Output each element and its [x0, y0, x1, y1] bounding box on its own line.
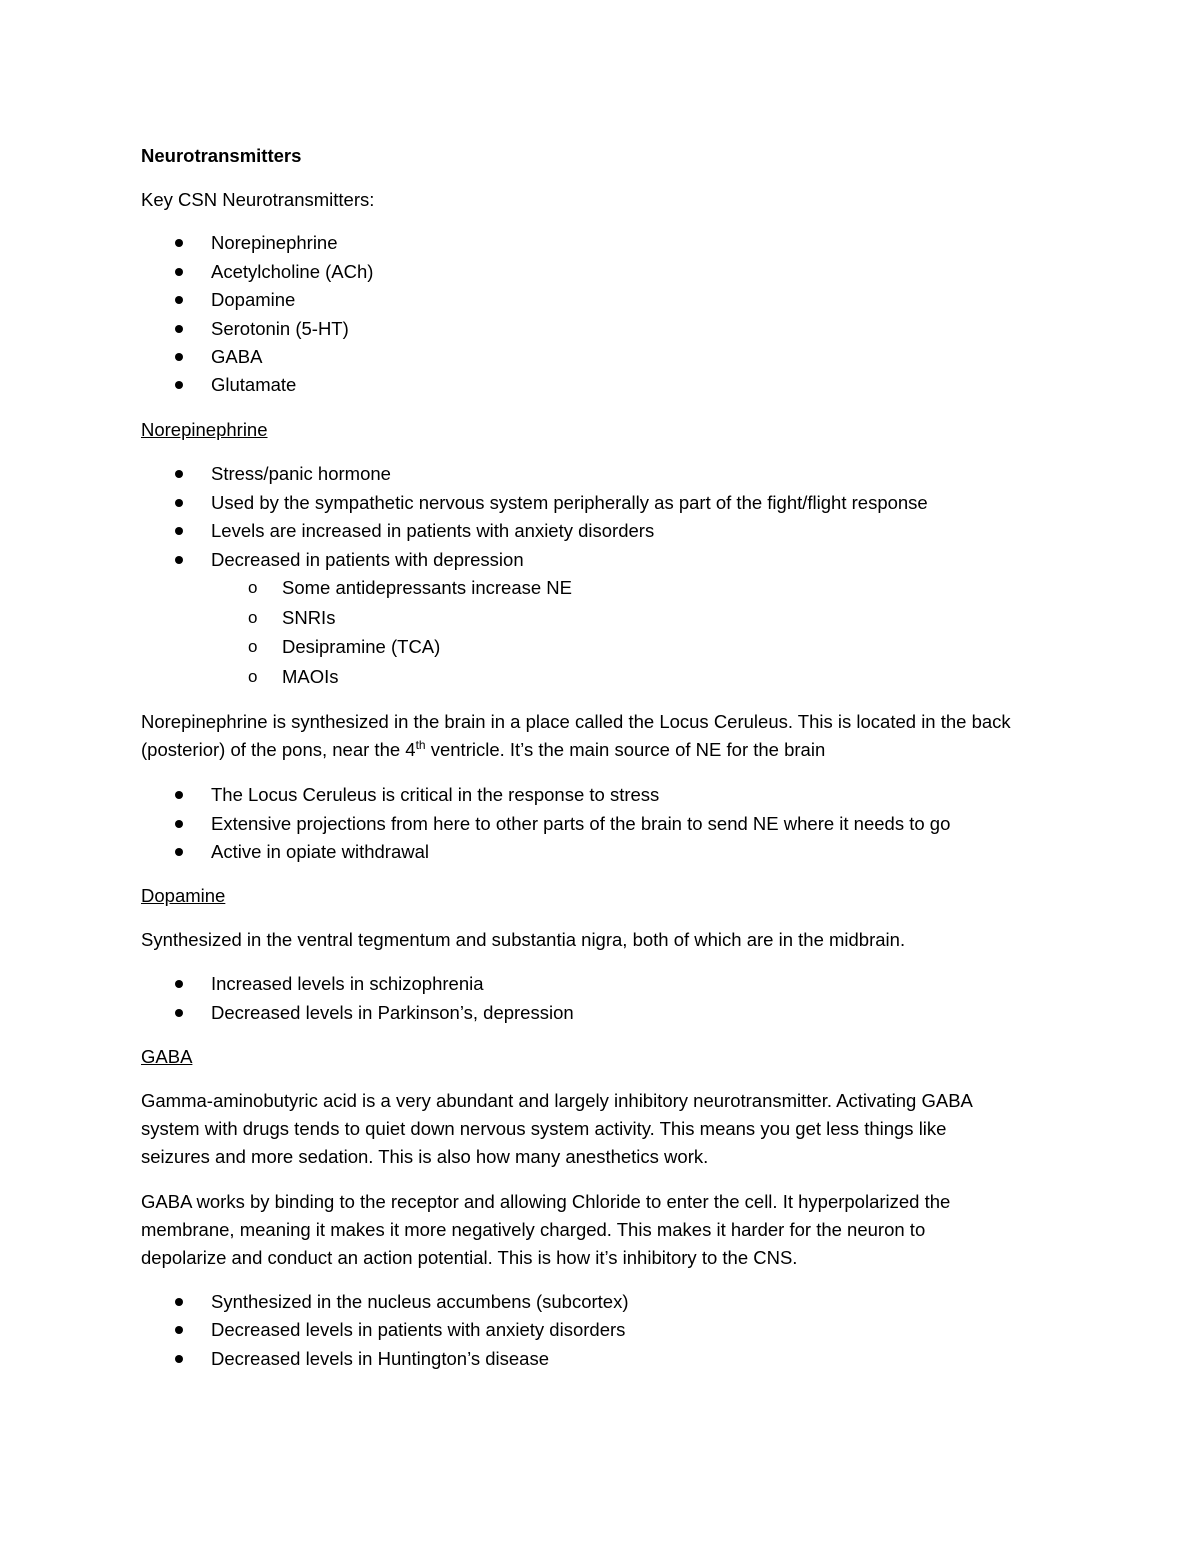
- bullet-icon: [175, 527, 183, 535]
- section-heading-gaba: GABA: [141, 1046, 193, 1067]
- bullet-icon: [175, 499, 183, 507]
- list-item: Active in opiate withdrawal: [211, 841, 429, 862]
- bullet-icon: [175, 1298, 183, 1306]
- bullet-icon: [175, 848, 183, 856]
- list-item: Used by the sympathetic nervous system peripherally as part of the fight/flight response: [211, 492, 928, 513]
- bullet-icon: [175, 296, 183, 304]
- list-item: Increased levels in schizophrenia: [211, 973, 484, 994]
- bullet-icon: [175, 268, 183, 276]
- list-item: Decreased levels in Parkinson’s, depression: [211, 1002, 574, 1023]
- bullet-icon: [175, 239, 183, 247]
- bullet-icon: [175, 980, 183, 988]
- sub-list-item: Desipramine (TCA): [282, 636, 441, 657]
- list-item: Extensive projections from here to other parts of the brain to send NE where it needs to go: [211, 813, 951, 834]
- paragraph-line: system with drugs tends to quiet down nervous system activity. This means you get less things like: [141, 1118, 947, 1139]
- list-item: Dopamine: [211, 289, 296, 310]
- list-item: Synthesized in the nucleus accumbens (subcortex): [211, 1291, 629, 1312]
- sub-list-item: SNRIs: [282, 607, 336, 628]
- sub-list-item: MAOIs: [282, 666, 339, 687]
- paragraph-line: depolarize and conduct an action potential. This is how it’s inhibitory to the CNS.: [141, 1247, 798, 1268]
- bullet-icon: [175, 381, 183, 389]
- sub-list-item: Some antidepressants increase NE: [282, 577, 572, 598]
- circle-bullet-icon: o: [248, 637, 258, 656]
- paragraph-line: Gamma-aminobutyric acid is a very abundant and largely inhibitory neurotransmitter. Activating GABA: [141, 1090, 973, 1111]
- section-heading-dopamine: Dopamine: [141, 885, 226, 906]
- intro-line: Key CSN Neurotransmitters:: [141, 189, 375, 210]
- text-span: ventricle. It’s the main source of NE for the brain: [425, 739, 826, 760]
- paragraph-line: [141, 736, 825, 764]
- list-item: Glutamate: [211, 374, 297, 395]
- list-item: Decreased in patients with depression: [211, 549, 524, 570]
- bullet-icon: [175, 820, 183, 828]
- section-heading-norepinephrine: Norepinephrine: [141, 419, 268, 440]
- list-item: The Locus Ceruleus is critical in the response to stress: [211, 784, 660, 805]
- list-item: Levels are increased in patients with anxiety disorders: [211, 520, 655, 541]
- paragraph-line: GABA works by binding to the receptor and allowing Chloride to enter the cell. It hyperpolarized the: [141, 1191, 951, 1212]
- bullet-icon: [175, 470, 183, 478]
- list-item: Norepinephrine: [211, 232, 338, 253]
- circle-bullet-icon: o: [248, 578, 258, 597]
- bullet-icon: [175, 1326, 183, 1334]
- paragraph-line: seizures and more sedation. This is also how many anesthetics work.: [141, 1146, 709, 1167]
- paragraph-line: Synthesized in the ventral tegmentum and substantia nigra, both of which are in the midbrain.: [141, 929, 906, 950]
- list-item: Serotonin (5-HT): [211, 318, 349, 339]
- document-title: Neurotransmitters: [141, 145, 302, 166]
- superscript: th: [415, 737, 426, 752]
- list-item: Acetylcholine (ACh): [211, 261, 374, 282]
- text-span: (posterior) of the pons, near the 4: [141, 739, 416, 760]
- paragraph-line: membrane, meaning it makes it more negatively charged. This makes it harder for the neuron to: [141, 1219, 926, 1240]
- circle-bullet-icon: o: [248, 667, 258, 686]
- list-item: Stress/panic hormone: [211, 463, 391, 484]
- bullet-icon: [175, 1009, 183, 1017]
- bullet-icon: [175, 1355, 183, 1363]
- bullet-icon: [175, 325, 183, 333]
- paragraph-line: Norepinephrine is synthesized in the brain in a place called the Locus Ceruleus. This is located in the back: [141, 711, 1011, 732]
- list-item: Decreased levels in patients with anxiety disorders: [211, 1319, 626, 1340]
- bullet-icon: [175, 353, 183, 361]
- circle-bullet-icon: o: [248, 608, 258, 627]
- list-item: GABA: [211, 346, 263, 367]
- list-item: Decreased levels in Huntington’s disease: [211, 1348, 549, 1369]
- bullet-icon: [175, 791, 183, 799]
- bullet-icon: [175, 556, 183, 564]
